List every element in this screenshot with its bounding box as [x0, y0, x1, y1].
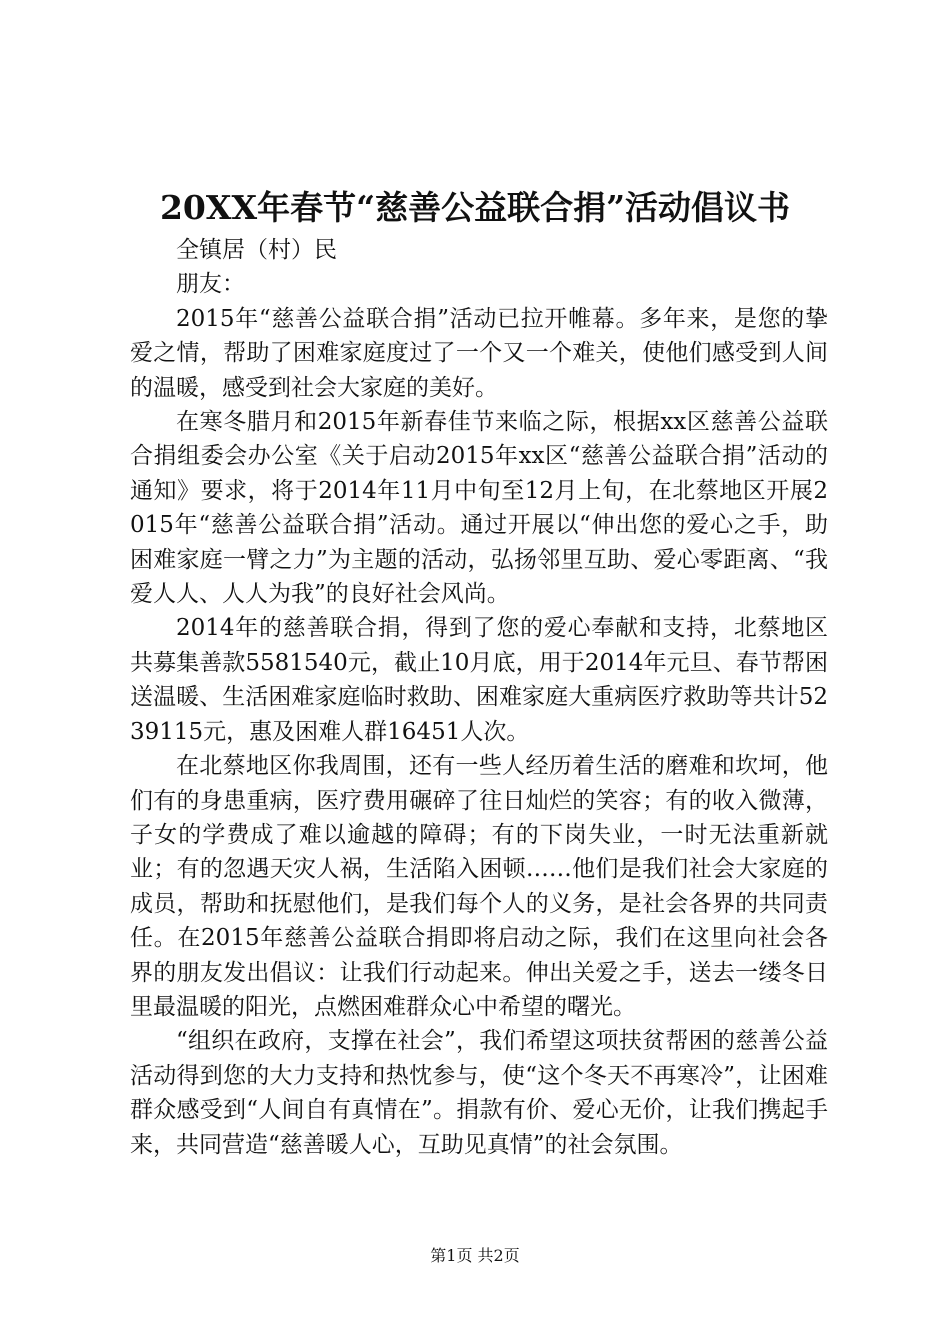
document-title: 20XX年春节“慈善公益联合捐”活动倡议书	[159, 188, 791, 227]
paragraph-2: 在寒冬腊月和2015年新春佳节来临之际，根据xx区慈善公益联合捐组委会办公室《关于启动2015年xx区“慈善公益联合捐”活动的通知》要求，将于2014年11月中旬至12月上旬，在北蔡地区开展2015年“慈善公益联合捐”活动。通过开展以“伸出您的爱心之手，助困难家庭一臂之力”为主题的活动，弘扬邻里互助、爱心零距离、“我爱人人、人人为我”的良好社会风尚。	[130, 409, 828, 608]
paragraph-1: 2015年“慈善公益联合捐”活动已拉开帷幕。多年来，是您的挚爱之情，帮助了困难家庭度过了一个又一个难关，使他们感受到人间的温暖，感受到社会大家庭的美好。	[130, 305, 828, 401]
document-body	[130, 233, 828, 1162]
page-number-footer: 第1页 共2页	[430, 1246, 520, 1265]
addressee-line-2: 朋友：	[176, 271, 245, 298]
paragraph-4: 在北蔡地区你我周围，还有一些人经历着生活的磨难和坎坷，他们有的身患重病，医疗费用碾碎了往日灿烂的笑容；有的收入微薄，子女的学费成了难以逾越的障碍；有的下岗失业，一时无法重新就业；有的忽遇天灾人祸，生活陷入困顿……他们是我们社会大家庭的成员，帮助和抚慰他们，是我们每个人的义务，是社会各界的共同责任。在2015年慈善公益联合捐即将启动之际，我们在这里向社会各界的朋友发出倡议：让我们行动起来。伸出关爱之手，送去一缕冬日里最温暖的阳光，点燃困难群众心中希望的曙光。	[130, 753, 828, 1020]
paragraph-3: 2014年的慈善联合捐，得到了您的爱心奉献和支持，北蔡地区共募集善款5581540元，截止10月底，用于2014年元旦、春节帮困送温暖、生活困难家庭临时救助、困难家庭大重病医疗救助等共计5239115元，惠及困难人群16451人次。	[130, 615, 828, 745]
addressee-line-1: 全镇居（村）民	[176, 237, 337, 263]
paragraph-5: “组织在政府，支撑在社会”，我们希望这项扶贫帮困的慈善公益活动得到您的大力支持和热忱参与，使“这个冬天不再寒冷”，让困难群众感受到“人间自有真情在”。捐款有价、爱心无价，让我们携起手来，共同营造“慈善暖人心，互助见真情”的社会氛围。	[130, 1028, 828, 1158]
